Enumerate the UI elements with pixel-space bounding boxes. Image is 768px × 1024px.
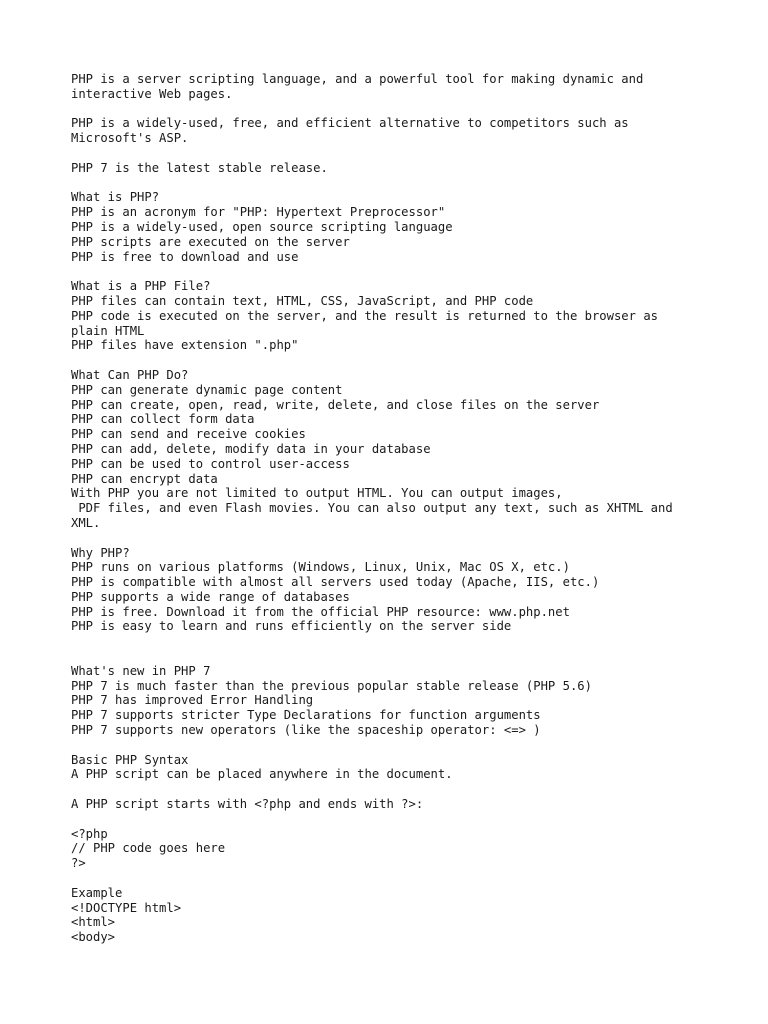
text-line: PHP 7 supports stricter Type Declarations for function arguments bbox=[71, 708, 541, 723]
text-line: PHP is free. Download it from the official PHP resource: www.php.net bbox=[71, 604, 570, 619]
section-why-php bbox=[71, 546, 751, 635]
section-heading: What Can PHP Do? bbox=[71, 367, 189, 382]
text-line: Microsoft's ASP. bbox=[71, 131, 189, 146]
text-line: PHP is an acronym for "PHP: Hypertext Preprocessor" bbox=[71, 205, 446, 220]
text-line: PHP 7 has improved Error Handling bbox=[71, 693, 314, 708]
text-line: PHP can encrypt data bbox=[71, 471, 218, 486]
text-line: PHP 7 supports new operators (like the spaceship operator: <=> ) bbox=[71, 723, 541, 738]
text-line: PHP is easy to learn and runs efficiently on the server side bbox=[71, 619, 512, 634]
document-page bbox=[71, 72, 751, 960]
section-heading: What is PHP? bbox=[71, 190, 160, 205]
text-line: A PHP script starts with <?php and ends with ?>: bbox=[71, 797, 424, 812]
code-line: <html> bbox=[71, 915, 116, 930]
section-heading: Why PHP? bbox=[71, 545, 130, 560]
section-what-is-php bbox=[71, 190, 751, 264]
section-heading: Example bbox=[71, 885, 123, 900]
paragraph-intro bbox=[71, 72, 751, 102]
text-line: PHP is a widely-used, free, and efficient alternative to competitors such as bbox=[71, 116, 629, 131]
text-line: PHP files can contain text, HTML, CSS, JavaScript, and PHP code bbox=[71, 293, 534, 308]
section-heading: What's new in PHP 7 bbox=[71, 663, 211, 678]
section-example bbox=[71, 886, 751, 945]
code-line: <!DOCTYPE html> bbox=[71, 900, 182, 915]
text-line: A PHP script can be placed anywhere in the document. bbox=[71, 767, 453, 782]
text-line: PHP files have extension ".php" bbox=[71, 338, 299, 353]
text-line: PDF files, and even Flash movies. You can also output any text, such as XHTML and bbox=[71, 501, 673, 516]
text-line: PHP can create, open, read, write, delete, and close files on the server bbox=[71, 397, 600, 412]
section-heading: What is a PHP File? bbox=[71, 279, 211, 294]
text-line: PHP can collect form data bbox=[71, 412, 255, 427]
text-line: PHP can generate dynamic page content bbox=[71, 382, 343, 397]
code-line: <?php bbox=[71, 826, 108, 841]
code-line: ?> bbox=[71, 856, 86, 871]
text-line: PHP is compatible with almost all servers used today (Apache, IIS, etc.) bbox=[71, 575, 600, 590]
paragraph-script-tags bbox=[71, 797, 751, 812]
text-line: PHP runs on various platforms (Windows, Linux, Unix, Mac OS X, etc.) bbox=[71, 560, 570, 575]
text-line: With PHP you are not limited to output HTML. You can output images, bbox=[71, 486, 563, 501]
text-line: PHP can be used to control user-access bbox=[71, 456, 350, 471]
section-heading: Basic PHP Syntax bbox=[71, 752, 189, 767]
code-line: <body> bbox=[71, 930, 116, 945]
text-line: PHP is a server scripting language, and a powerful tool for making dynamic and bbox=[71, 72, 644, 86]
section-php-file bbox=[71, 279, 751, 353]
section-basic-syntax bbox=[71, 753, 751, 783]
paragraph-latest-release bbox=[71, 161, 751, 176]
text-line: PHP supports a wide range of databases bbox=[71, 589, 350, 604]
text-line: PHP can send and receive cookies bbox=[71, 427, 306, 442]
text-line: PHP is a widely-used, open source scripting language bbox=[71, 219, 453, 234]
text-line: PHP 7 is much faster than the previous popular stable release (PHP 5.6) bbox=[71, 678, 592, 693]
text-line: XML. bbox=[71, 515, 101, 530]
text-line: PHP 7 is the latest stable release. bbox=[71, 160, 328, 175]
text-line: PHP code is executed on the server, and the result is returned to the browser as bbox=[71, 308, 658, 323]
section-whats-new-php7 bbox=[71, 664, 751, 738]
text-line: interactive Web pages. bbox=[71, 86, 233, 101]
text-line: PHP is free to download and use bbox=[71, 249, 299, 264]
paragraph-alternative bbox=[71, 116, 751, 146]
code-line: // PHP code goes here bbox=[71, 841, 226, 856]
text-line: PHP scripts are executed on the server bbox=[71, 234, 350, 249]
section-what-can-php-do bbox=[71, 368, 751, 531]
text-line: plain HTML bbox=[71, 323, 145, 338]
text-line: PHP can add, delete, modify data in your database bbox=[71, 441, 431, 456]
code-snippet bbox=[71, 827, 751, 871]
